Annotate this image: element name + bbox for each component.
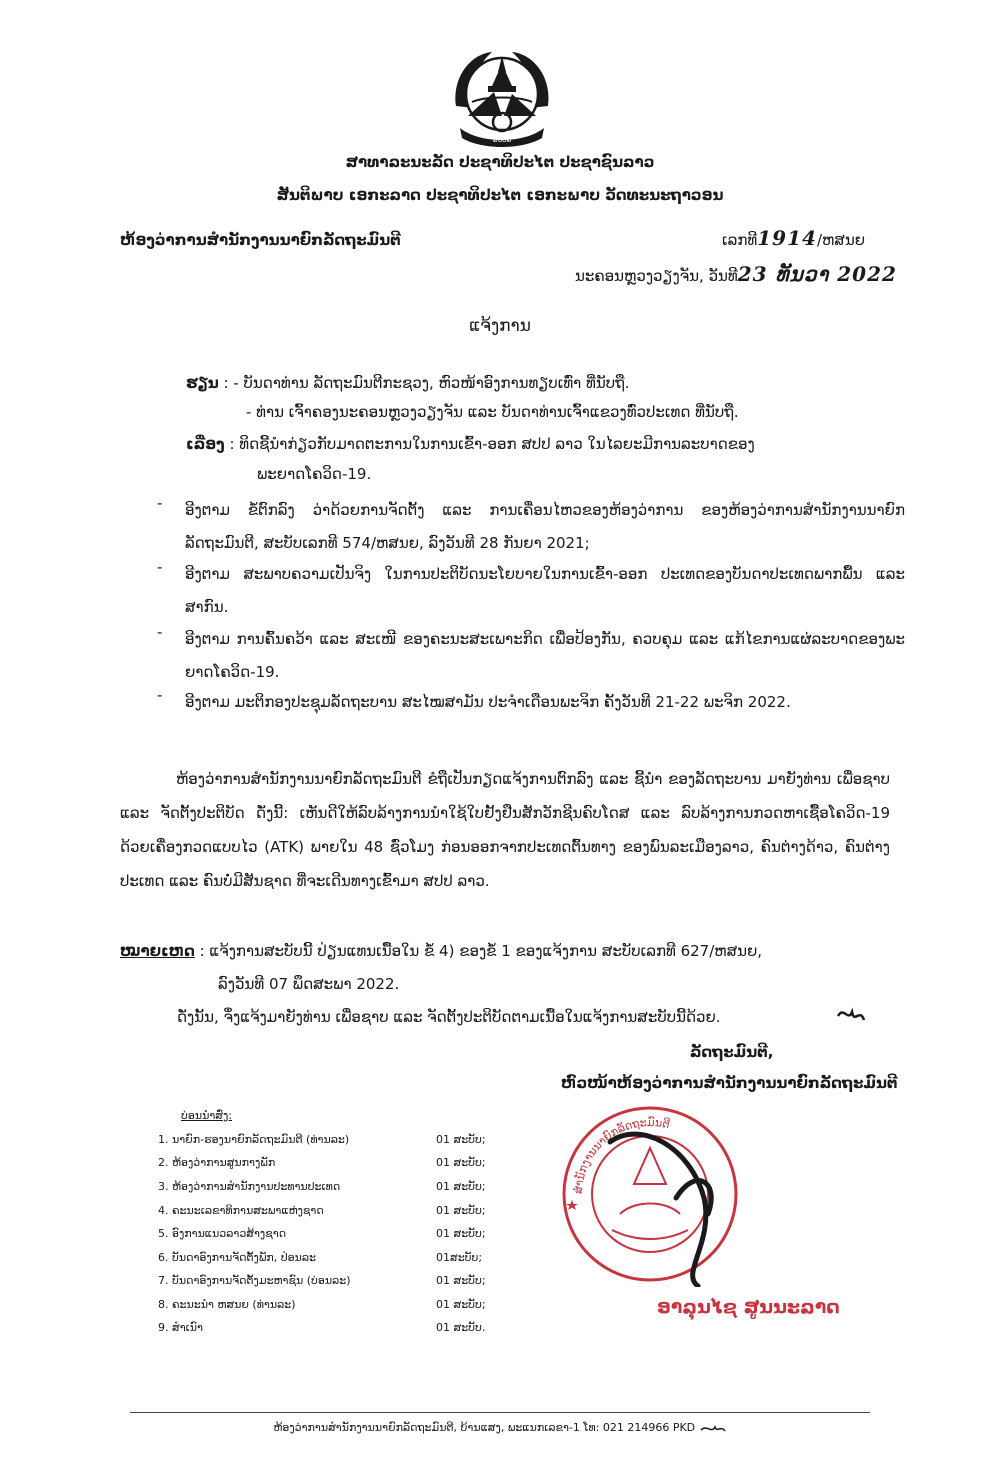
national-emblem-icon (446, 42, 558, 154)
reference-text: ອີງຕາມ ມະຕິກອງປະຊຸມລັດຖະບານ ສະໄໝສາມັນ ປະຈຳເດືອນພະຈິກ ຄັ້ງວັນທີ 21-22 ພະຈິກ 2022. (185, 693, 791, 711)
recipients-line-2: - ທ່ານ ເຈົ້າຄອງນະຄອນຫຼວງວຽງຈັນ ແລະ ບັນດາທ່ານເຈົ້າແຂວງທົ່ວປະເທດ ທີ່ນັບຖື. (246, 403, 739, 421)
distribution-count: 01 ສະບັບ; (436, 1204, 486, 1217)
document-number-value: 1914 (757, 226, 817, 250)
distribution-item (158, 1321, 486, 1334)
national-motto: ສັນຕິພາບ ເອກະລາດ ປະຊາທິປະໄຕ ເອກະພາບ ວັດທະນະຖາວອນ (276, 186, 724, 204)
distribution-item (158, 1156, 486, 1169)
document-number-suffix: /ຫສນຍ (816, 231, 866, 249)
distribution-item (158, 1298, 486, 1311)
distribution-item (158, 1180, 486, 1193)
bullet-dash: - (157, 494, 163, 512)
footer-address (0, 1421, 1000, 1434)
subject-text-1: : ທິດຊີ້ນຳກ່ຽວກັບມາດຕະການໃນການເຂົ້າ-ອອກ ສປປ ລາວ ໃນໄລຍະມີການລະບາດຂອງ (229, 435, 755, 453)
distribution-count: 01 ສະບັບ; (436, 1133, 486, 1146)
distribution-recipient: 3. ຫ້ອງວ່າການສຳນັກງານປະທານປະເທດ (158, 1180, 341, 1193)
body-paragraph: ຫ້ອງວ່າການສຳນັກງານນາຍົກລັດຖະມົນຕີ ຂໍຖືເປັນກຽດແຈ້ງການຕົກລົງ ແລະ ຊີ້ນຳ ຂອງລັດຖະບານ ມາຍັງທ່ານ ເພື່ອຊາບ ແລະ ຈັດຕັ້ງປະຕິບັດ ດັ່ງນີ້: ເຫັນດີໃຫ້ລົບລ້າງການນຳໃຊ້ໃບຢັ້ງຢືນສັກວັກຊີນຄົບໂດສ ແລະ ລົບລ້າງການກວດຫາເຊື້ອໂຄວິດ-19 ດ້ວຍເຄື່ອງກວດແບບໄວ (ATK) ພາຍໃນ 48 ຊົ່ວໂມງ ກ່ອນອອກຈາກປະເທດຕົ້ນທາງ ຂອງພົນລະເມືອງລາວ, ຄົນຕ່າງດ້າວ, ຄົນຕ່າງປະເທດ ແລະ ຄົນບໍ່ມີສັນຊາດ ທີ່ຈະເດີນທາງເຂົ້າມາ ສປປ ລາວ. (120, 770, 890, 890)
remark-label: ໝາຍເຫດ (120, 942, 195, 960)
remark-line-2: ລົງວັນທີ 07 ພຶດສະພາ 2022. (218, 975, 400, 993)
distribution-count: 01 ສະບັບ; (436, 1274, 486, 1287)
distribution-item (158, 1204, 486, 1217)
distribution-count: 01 ສະບັບ; (436, 1227, 486, 1240)
initials-mark-icon (834, 1000, 868, 1030)
distribution-count: 01 ສະບັບ. (436, 1321, 486, 1334)
remark-line-1 (120, 942, 762, 960)
signatory-position: ຫົວໜ້າຫ້ອງວ່າການສຳນັກງານນາຍົກລັດຖະມົນຕີ (561, 1074, 898, 1092)
remark-text-1: : ແຈ້ງການສະບັບນີ້ ປ່ຽນແທນເນື້ອໃນ ຂໍ້ 4) ຂອງຂໍ້ 1 ຂອງແຈ້ງການ ສະບັບເລກທີ 627/ຫສນຍ, (199, 942, 763, 960)
date-value: 23 ທັນວາ 2022 (737, 262, 897, 286)
distribution-count: 01 ສະບັບ; (436, 1298, 486, 1311)
seal-text: ສຳນັກງານນາຍົກລັດຖະມົນຕີ (571, 1115, 671, 1195)
distribution-item (158, 1133, 486, 1146)
bullet-dash: - (157, 623, 163, 641)
reference-text: ອີງຕາມ ການຄົ້ນຄວ້າ ແລະ ສະເໜີ ຂອງຄະນະສະເພາະກິດ ເພື່ອປ້ອງກັນ, ຄວບຄຸມ ແລະ ແກ້ໄຂການແຜ່ລະບາດຂອງພະຍາດໂຄວິດ-19. (185, 630, 905, 681)
document-number-prefix: ເລກທີ (722, 231, 758, 249)
subject-line-1 (186, 435, 755, 453)
footer-text: ຫ້ອງວ່າການສຳນັກງານນາຍົກລັດຖະມົນຕີ, ບ້ານແສງ, ພະແນກເລຂາ-1 ໂທ: 021 214966 PKD (273, 1421, 696, 1434)
distribution-recipient: 5. ອົງການແນວລາວສ້າງຊາດ (158, 1227, 287, 1240)
distribution-count: 01 ສະບັບ; (436, 1180, 486, 1193)
distribution-title: ບ່ອນນຳສົ່ງ: (181, 1109, 233, 1122)
recipients-label: ຮຽນ (186, 374, 219, 392)
distribution-item (158, 1274, 486, 1287)
bullet-dash: - (157, 558, 163, 576)
date-prefix: ນະຄອນຫຼວງວຽງຈັນ, ວັນທີ (575, 267, 738, 285)
country-name: ສາທາລະນະລັດ ປະຊາທິປະໄຕ ປະຊາຊົນລາວ (345, 153, 655, 171)
distribution-count: 01 ສະບັບ; (436, 1156, 486, 1169)
closing-sentence: ດັ່ງນັ້ນ, ຈຶ່ງແຈ້ງມາຍັງທ່ານ ເພື່ອຊາບ ແລະ ຈັດຕັ້ງປະຕິບັດຕາມເນື້ອໃນແຈ້ງການສະບັບນີ້ດ້ວຍ. (177, 1008, 721, 1026)
issuing-office: ຫ້ອງວ່າການສຳນັກງານນາຍົກລັດຖະມົນຕີ (120, 231, 401, 249)
bullet-dash: - (157, 686, 163, 704)
reference-text: ອີງຕາມ ຂໍ້ຕົກລົງ ວ່າດ້ວຍການຈັດຕັ້ງ ແລະ ການເຄື່ອນໄຫວຂອງຫ້ອງວ່າການ ຂອງຫ້ອງວ່າການສຳນັກງານນາຍົກລັດຖະມົນຕີ, ສະບັບເລກທີ 574/ຫສນຍ, ລົງວັນທີ 28 ກັນຍາ 2021; (185, 501, 905, 552)
reference-text: ອີງຕາມ ສະພາບຄວາມເປັນຈິງ ໃນການປະຕິບັດນະໂຍບາຍໃນການເຂົ້າ-ອອກ ປະເທດຂອງບັນດາປະເທດພາກພື້ນ ແລະ ສາກົນ. (185, 565, 905, 616)
distribution-recipient: 8. ຄະນະນຳ ຫສນຍ (ທ່ານລະ) (158, 1298, 296, 1311)
document-date (575, 262, 897, 286)
subject-label: ເລື່ອງ (186, 435, 225, 453)
subject-line-2: ພະຍາດໂຄວິດ-19. (257, 465, 372, 483)
notice-title: ແຈ້ງການ (469, 316, 531, 336)
distribution-item (158, 1251, 483, 1264)
emblem-label: ສປປລ (492, 136, 512, 144)
distribution-recipient: 6. ບັນດາອົງການຈັດຕັ້ງພັກ, ປ່ອນລະ (158, 1251, 316, 1264)
footer-divider (130, 1412, 870, 1413)
distribution-recipient: 7. ບັນດາອົງການຈັດຕັ້ງມະຫາຊົນ (ບ່ອນລະ) (158, 1274, 351, 1287)
document-number (722, 226, 865, 250)
distribution-count: 01ສະບັບ; (436, 1251, 483, 1264)
distribution-recipient: 4. ຄະນະເລຂາທິການສະພາແຫ່ງຊາດ (158, 1204, 324, 1217)
distribution-recipient: 1. ນາຍົກ-ຮອງນາຍົກລັດຖະມົນຕີ (ທ່ານລະ) (158, 1133, 350, 1146)
signatory-title: ລັດຖະມົນຕີ, (690, 1043, 774, 1061)
distribution-recipient: 9. ສຳເນົາ (158, 1321, 203, 1334)
recipients-text-1: : - ບັນດາທ່ານ ລັດຖະມົນຕີກະຊວງ, ຫົວໜ້າອົງການທຽບເທົ່າ ທີ່ນັບຖື. (223, 374, 630, 392)
official-seal-icon (558, 1102, 743, 1287)
recipients-line-1 (186, 374, 630, 392)
distribution-recipient: 2. ຫ້ອງວ່າການສູນກາງພັກ (158, 1156, 276, 1169)
distribution-item (158, 1227, 486, 1240)
signatory-name: ອາລຸນໄຊ ສູນນະລາດ (657, 1296, 840, 1318)
footer-initials-icon (699, 1422, 727, 1434)
